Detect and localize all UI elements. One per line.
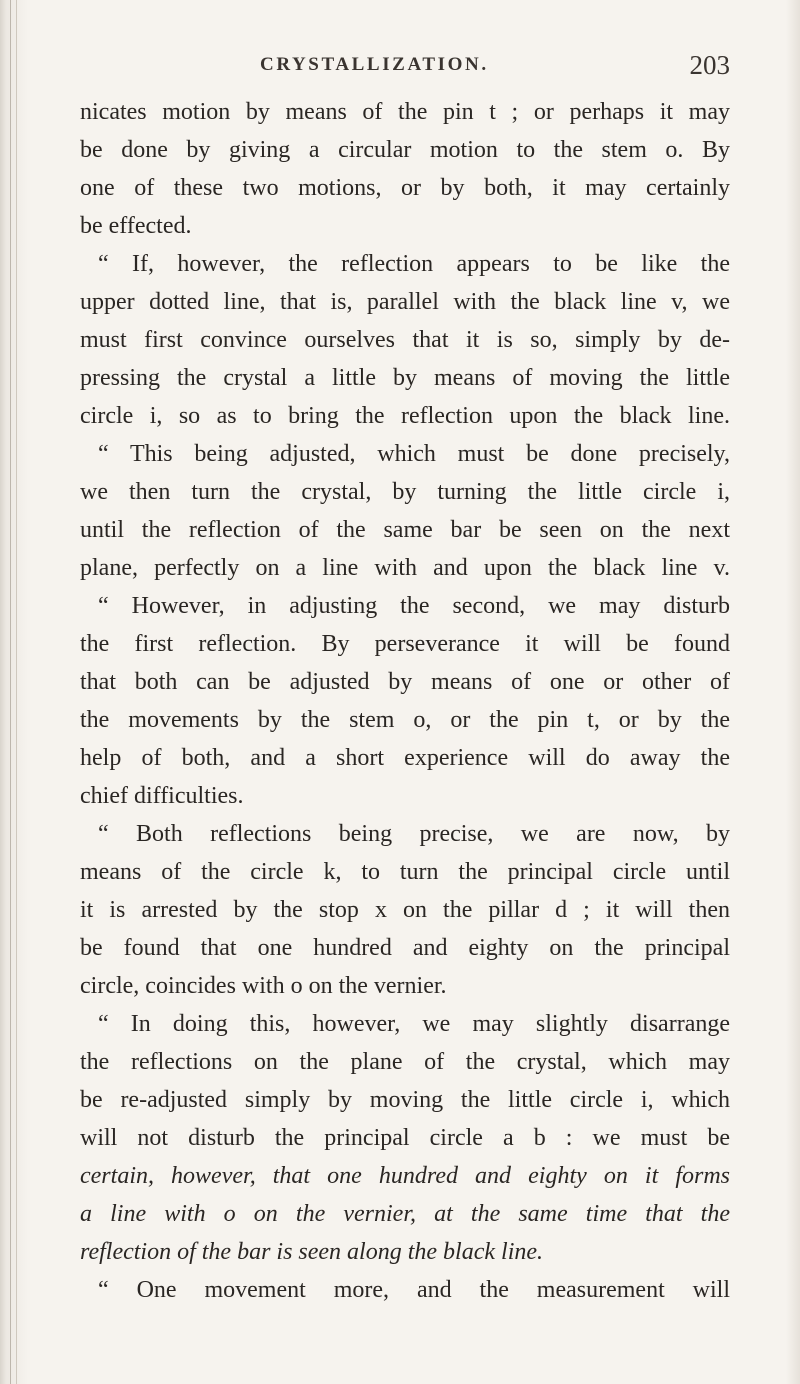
text-line: nicates motion by means of the pin t ; or perhaps it may	[80, 99, 730, 125]
text-line: “ However, in adjusting the second, we may disturb	[98, 593, 730, 619]
text-line: plane, perfectly on a line with and upon the black line v.	[80, 555, 730, 581]
text-line: be done by giving a circular motion to the stem o. By	[80, 137, 730, 163]
text-line: the reflections on the plane of the crystal, which may	[80, 1049, 730, 1075]
running-title: CRYSTALLIZATION.	[260, 54, 489, 75]
text-line: help of both, and a short experience will do away the	[80, 745, 730, 771]
text-line: “ This being adjusted, which must be done precisely,	[98, 441, 730, 467]
text-line: must first convince ourselves that it is so, simply by de-	[80, 327, 730, 353]
text-line: “ Both reflections being precise, we are now, by	[98, 821, 730, 847]
text-line: the first reflection. By perseverance it will be found	[80, 631, 730, 657]
text-line: until the reflection of the same bar be seen on the next	[80, 517, 730, 543]
page-edge-line-inner	[16, 0, 17, 1384]
text-line: circle, coincides with o on the vernier.	[80, 973, 447, 999]
text-line: that both can be adjusted by means of one or other of	[80, 669, 730, 695]
text-line: certain, however, that one hundred and eighty on it forms	[80, 1163, 730, 1189]
page-edge-line	[10, 0, 11, 1384]
body-text	[80, 93, 730, 1309]
page-number: 203	[689, 50, 730, 80]
text-line: upper dotted line, that is, parallel with the black line v, we	[80, 289, 730, 315]
text-line: pressing the crystal a little by means of moving the little	[80, 365, 730, 391]
text-line: be effected.	[80, 213, 192, 239]
text-line: means of the circle k, to turn the principal circle until	[80, 859, 730, 885]
text-line: will not disturb the principal circle a b : we must be	[80, 1125, 730, 1151]
page-right-edge	[786, 0, 800, 1384]
text-line: be re-adjusted simply by moving the little circle i, which	[80, 1087, 730, 1113]
text-line: we then turn the crystal, by turning the little circle i,	[80, 479, 730, 505]
text-line: “ In doing this, however, we may slightly disarrange	[98, 1011, 730, 1037]
text-line: chief difficulties.	[80, 783, 244, 809]
text-line: it is arrested by the stop x on the pillar d ; it will then	[80, 897, 730, 923]
text-line: “ One movement more, and the measurement will	[98, 1277, 730, 1303]
text-line: the movements by the stem o, or the pin t, or by the	[80, 707, 730, 733]
running-header	[80, 50, 730, 90]
text-line: reflection of the bar is seen along the black line.	[80, 1239, 544, 1265]
page-gutter-shadow	[0, 0, 28, 1384]
text-line: circle i, so as to bring the reflection upon the black line.	[80, 403, 730, 429]
text-line: be found that one hundred and eighty on the principal	[80, 935, 730, 961]
text-line: “ If, however, the reflection appears to be like the	[98, 251, 730, 277]
text-line: a line with o on the vernier, at the same time that the	[80, 1201, 730, 1227]
text-line: one of these two motions, or by both, it may certainly	[80, 175, 730, 201]
